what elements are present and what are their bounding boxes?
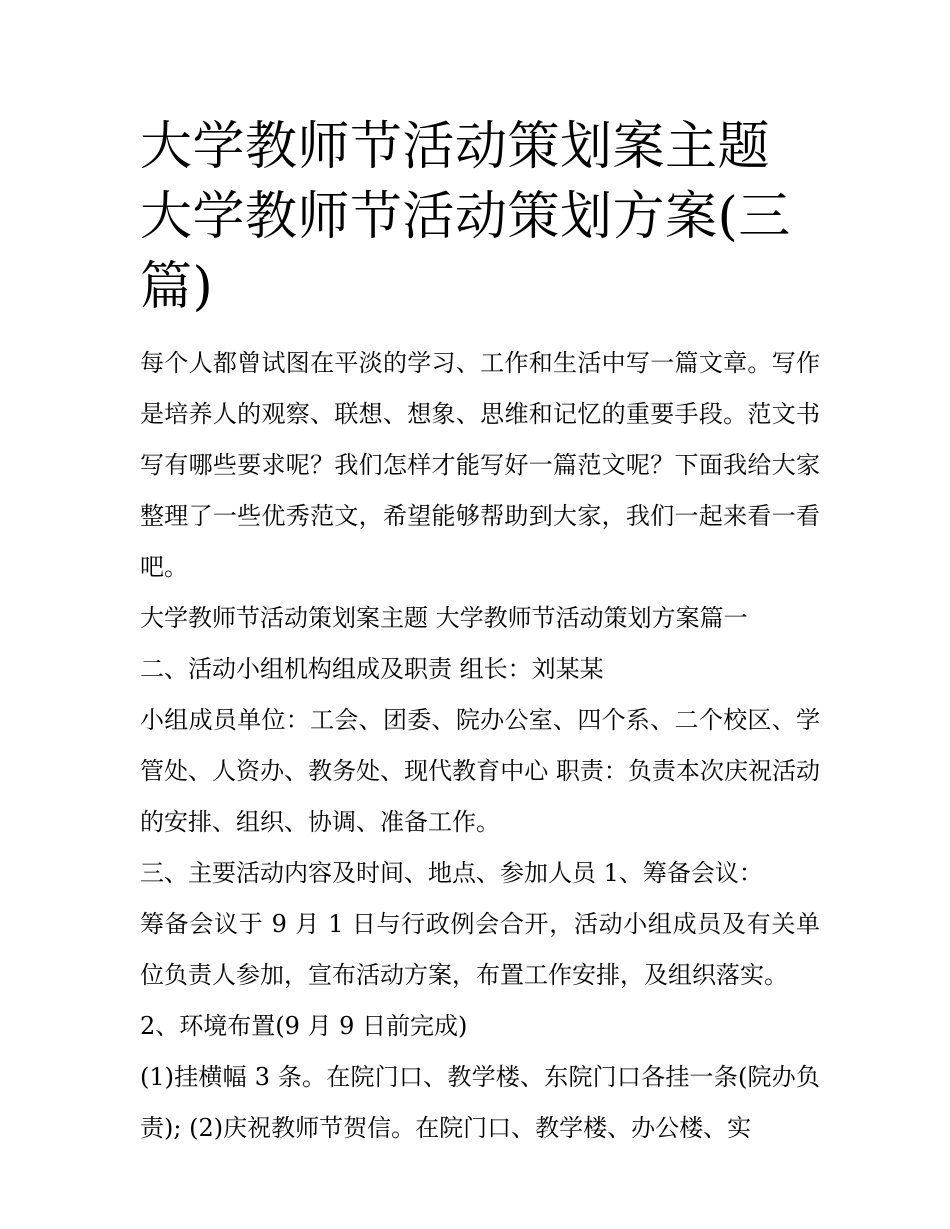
- document-title: 大学教师节活动策划案主题 大学教师节活动策划方案(三篇): [140, 117, 791, 317]
- document-page: [140, 112, 820, 1154]
- intro-paragraph: 每个人都曾试图在平淡的学习、工作和生活中写一篇文章。写作是培养人的观察、联想、想象、思维和记忆的重要手段。范文书写有哪些要求呢？我们怎样才能写好一篇范文呢？下面我给大家整理了一些优秀范文，希望能够帮助到大家，我们一起来看一看吧。: [140, 349, 820, 581]
- section-heading: 大学教师节活动策划案主题 大学教师节活动策划方案篇一: [140, 604, 748, 632]
- group-members-paragraph: 小组成员单位：工会、团委、院办公室、四个系、二个校区、学管处、人资办、教务处、现代教育中心 职责：负责本次庆祝活动的安排、组织、协调、准备工作。: [140, 706, 820, 836]
- banner-paragraph: (1)挂横幅 3 条。在院门口、教学楼、东院门口各挂一条(院办负责); (2)庆祝教师节贺信。在院门口、教学楼、办公楼、实: [140, 1063, 820, 1142]
- activities-heading: 三、主要活动内容及时间、地点、参加人员 1、筹备会议：: [140, 859, 763, 887]
- group-leader-paragraph: 二、活动小组机构组成及职责 组长：刘某某: [140, 655, 604, 683]
- environment-heading: 2、环境布置(9 月 9 日前完成): [140, 1012, 468, 1040]
- preparation-meeting-paragraph: 筹备会议于 9 月 1 日与行政例会合开，活动小组成员及有关单位负责人参加，宣布活动方案，布置工作安排，及组织落实。: [140, 910, 820, 989]
